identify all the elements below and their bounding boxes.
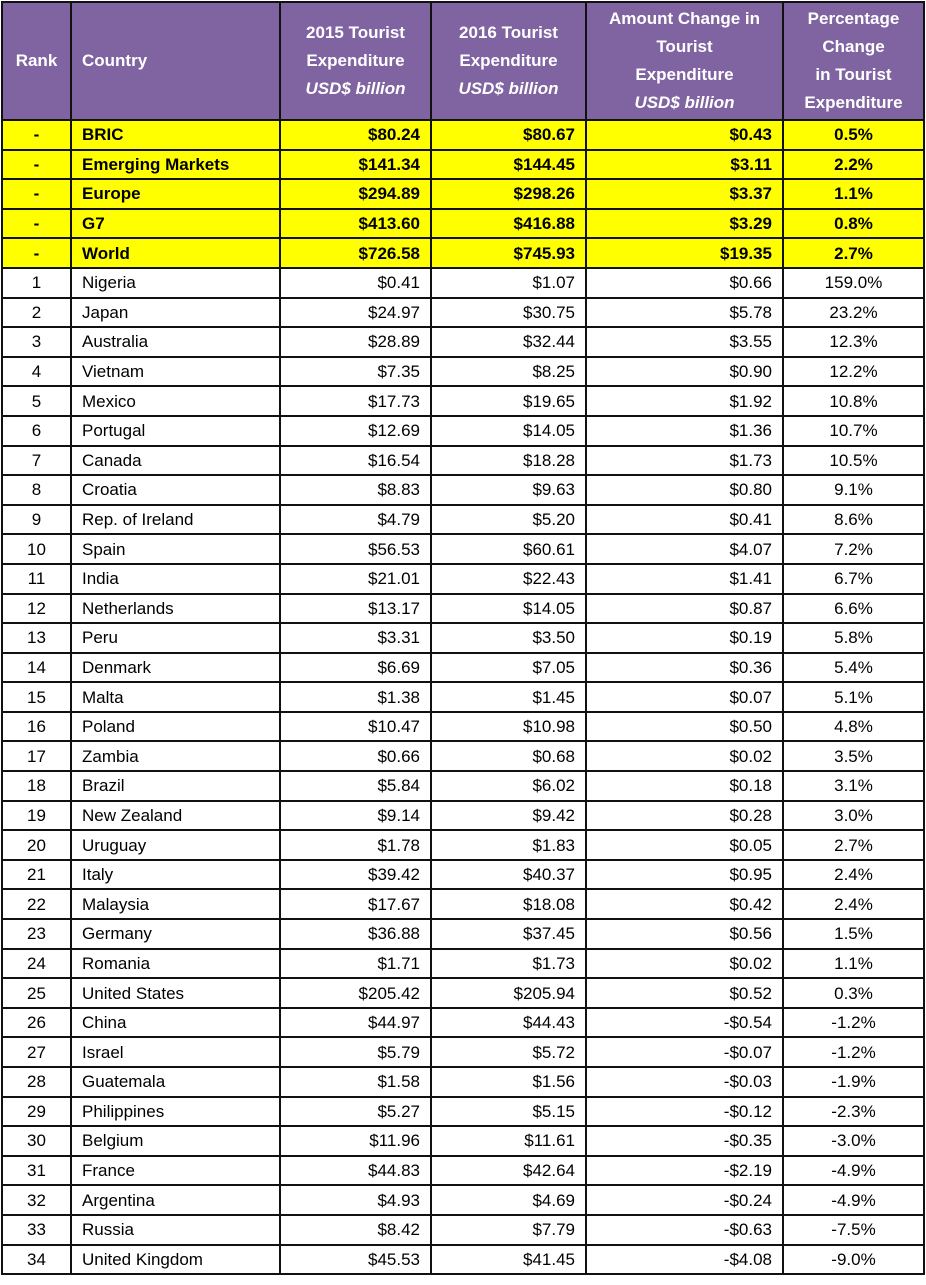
percentage-change-cell: 3.5% xyxy=(783,741,924,771)
expenditure-2015-cell: $9.14 xyxy=(280,801,431,831)
header-percent-line4: Expenditure xyxy=(804,93,903,112)
rank-cell: 22 xyxy=(2,889,71,919)
amount-change-cell: $1.36 xyxy=(586,416,783,446)
country-cell: Croatia xyxy=(71,475,280,505)
amount-change-cell: $1.41 xyxy=(586,564,783,594)
header-2015-line2: Expenditure xyxy=(306,51,405,70)
expenditure-2016-cell: $0.68 xyxy=(431,741,586,771)
table-row xyxy=(2,1067,924,1097)
percentage-change-cell: 6.6% xyxy=(783,594,924,624)
country-cell: China xyxy=(71,1008,280,1038)
amount-change-cell: $0.18 xyxy=(586,771,783,801)
amount-change-cell: $0.66 xyxy=(586,268,783,298)
country-cell: Emerging Markets xyxy=(71,150,280,180)
country-cell: Peru xyxy=(71,623,280,653)
percentage-change-cell: 5.8% xyxy=(783,623,924,653)
country-cell: Brazil xyxy=(71,771,280,801)
percentage-change-cell: 10.5% xyxy=(783,446,924,476)
country-cell: Nigeria xyxy=(71,268,280,298)
percentage-change-cell: 2.4% xyxy=(783,860,924,890)
amount-change-cell: -$0.03 xyxy=(586,1067,783,1097)
expenditure-2015-cell: $6.69 xyxy=(280,653,431,683)
expenditure-2016-cell: $1.07 xyxy=(431,268,586,298)
table-row xyxy=(2,327,924,357)
expenditure-2016-cell: $1.83 xyxy=(431,830,586,860)
table-row xyxy=(2,1245,924,1275)
expenditure-2015-cell: $24.97 xyxy=(280,298,431,328)
amount-change-cell: $0.50 xyxy=(586,712,783,742)
expenditure-2015-cell: $17.67 xyxy=(280,889,431,919)
percentage-change-cell: 0.8% xyxy=(783,209,924,239)
rank-cell: 34 xyxy=(2,1245,71,1275)
table-row xyxy=(2,1156,924,1186)
country-cell: World xyxy=(71,238,280,268)
rank-cell: 7 xyxy=(2,446,71,476)
country-cell: Romania xyxy=(71,949,280,979)
table-row xyxy=(2,741,924,771)
amount-change-cell: $3.55 xyxy=(586,327,783,357)
country-cell: Poland xyxy=(71,712,280,742)
rank-cell: 17 xyxy=(2,741,71,771)
expenditure-2016-cell: $14.05 xyxy=(431,594,586,624)
amount-change-cell: $0.07 xyxy=(586,682,783,712)
country-cell: Uruguay xyxy=(71,830,280,860)
expenditure-2016-cell: $4.69 xyxy=(431,1185,586,1215)
expenditure-2015-cell: $36.88 xyxy=(280,919,431,949)
header-2015-line1: 2015 Tourist xyxy=(306,23,405,42)
percentage-change-cell: 9.1% xyxy=(783,475,924,505)
percentage-change-cell: 3.0% xyxy=(783,801,924,831)
rank-cell: 21 xyxy=(2,860,71,890)
rank-cell: 29 xyxy=(2,1097,71,1127)
table-row xyxy=(2,623,924,653)
amount-change-cell: -$4.08 xyxy=(586,1245,783,1275)
country-cell: Netherlands xyxy=(71,594,280,624)
percentage-change-cell: 12.3% xyxy=(783,327,924,357)
expenditure-2016-cell: $42.64 xyxy=(431,1156,586,1186)
percentage-change-cell: 4.8% xyxy=(783,712,924,742)
percentage-change-cell: 5.1% xyxy=(783,682,924,712)
expenditure-2015-cell: $4.93 xyxy=(280,1185,431,1215)
country-cell: Japan xyxy=(71,298,280,328)
rank-cell: 4 xyxy=(2,357,71,387)
amount-change-cell: $0.95 xyxy=(586,860,783,890)
table-row xyxy=(2,949,924,979)
percentage-change-cell: -1.2% xyxy=(783,1037,924,1067)
rank-cell: 23 xyxy=(2,919,71,949)
amount-change-cell: $0.52 xyxy=(586,978,783,1008)
expenditure-2016-cell: $3.50 xyxy=(431,623,586,653)
header-2015-unit: USD$ billion xyxy=(305,79,406,98)
table-row xyxy=(2,594,924,624)
rank-cell: 24 xyxy=(2,949,71,979)
country-cell: Denmark xyxy=(71,653,280,683)
expenditure-2015-cell: $1.58 xyxy=(280,1067,431,1097)
expenditure-2015-cell: $56.53 xyxy=(280,534,431,564)
expenditure-2016-cell: $5.20 xyxy=(431,505,586,535)
header-percent-line1: Percentage xyxy=(807,9,900,28)
expenditure-2016-cell: $416.88 xyxy=(431,209,586,239)
header-percent-line3: in Tourist xyxy=(815,65,892,84)
country-cell: G7 xyxy=(71,209,280,239)
expenditure-2015-cell: $205.42 xyxy=(280,978,431,1008)
country-cell: Spain xyxy=(71,534,280,564)
table-row xyxy=(2,1215,924,1245)
amount-change-cell: $4.07 xyxy=(586,534,783,564)
expenditure-2016-cell: $1.45 xyxy=(431,682,586,712)
country-cell: BRIC xyxy=(71,120,280,150)
table-row xyxy=(2,801,924,831)
country-cell: United States xyxy=(71,978,280,1008)
table-row xyxy=(2,889,924,919)
header-rank: Rank xyxy=(2,2,71,120)
rank-cell: 12 xyxy=(2,594,71,624)
country-cell: Russia xyxy=(71,1215,280,1245)
amount-change-cell: $0.36 xyxy=(586,653,783,683)
header-amount-line1: Amount Change in xyxy=(608,9,761,28)
header-amount-line2: Tourist xyxy=(656,37,713,56)
percentage-change-cell: -4.9% xyxy=(783,1185,924,1215)
percentage-change-cell: 3.1% xyxy=(783,771,924,801)
amount-change-cell: $19.35 xyxy=(586,238,783,268)
expenditure-2016-cell: $205.94 xyxy=(431,978,586,1008)
expenditure-2015-cell: $0.41 xyxy=(280,268,431,298)
expenditure-2016-cell: $7.79 xyxy=(431,1215,586,1245)
expenditure-2015-cell: $80.24 xyxy=(280,120,431,150)
table-row xyxy=(2,1185,924,1215)
aggregate-row xyxy=(2,120,924,150)
amount-change-cell: $0.02 xyxy=(586,741,783,771)
amount-change-cell: $3.37 xyxy=(586,179,783,209)
table-row xyxy=(2,771,924,801)
country-cell: Italy xyxy=(71,860,280,890)
expenditure-2016-cell: $6.02 xyxy=(431,771,586,801)
amount-change-cell: $0.56 xyxy=(586,919,783,949)
rank-cell: 32 xyxy=(2,1185,71,1215)
table-row xyxy=(2,268,924,298)
expenditure-2015-cell: $13.17 xyxy=(280,594,431,624)
rank-cell: 9 xyxy=(2,505,71,535)
amount-change-cell: -$2.19 xyxy=(586,1156,783,1186)
expenditure-2015-cell: $11.96 xyxy=(280,1126,431,1156)
expenditure-2016-cell: $41.45 xyxy=(431,1245,586,1275)
amount-change-cell: $5.78 xyxy=(586,298,783,328)
rank-cell: 15 xyxy=(2,682,71,712)
rank-cell: 19 xyxy=(2,801,71,831)
table-body xyxy=(2,120,924,1274)
rank-cell: 1 xyxy=(2,268,71,298)
expenditure-2015-cell: $0.66 xyxy=(280,741,431,771)
expenditure-2016-cell: $37.45 xyxy=(431,919,586,949)
rank-cell: 6 xyxy=(2,416,71,446)
country-cell: Malaysia xyxy=(71,889,280,919)
expenditure-2016-cell: $9.42 xyxy=(431,801,586,831)
country-cell: Argentina xyxy=(71,1185,280,1215)
country-cell: Europe xyxy=(71,179,280,209)
expenditure-2015-cell: $5.27 xyxy=(280,1097,431,1127)
table-row xyxy=(2,1126,924,1156)
percentage-change-cell: 2.7% xyxy=(783,238,924,268)
table-row xyxy=(2,505,924,535)
amount-change-cell: $0.90 xyxy=(586,357,783,387)
expenditure-2016-cell: $11.61 xyxy=(431,1126,586,1156)
expenditure-2015-cell: $3.31 xyxy=(280,623,431,653)
country-cell: Mexico xyxy=(71,386,280,416)
country-cell: Australia xyxy=(71,327,280,357)
rank-cell: 2 xyxy=(2,298,71,328)
percentage-change-cell: 5.4% xyxy=(783,653,924,683)
expenditure-2015-cell: $1.38 xyxy=(280,682,431,712)
amount-change-cell: $0.05 xyxy=(586,830,783,860)
percentage-change-cell: 159.0% xyxy=(783,268,924,298)
table-row xyxy=(2,416,924,446)
expenditure-2016-cell: $19.65 xyxy=(431,386,586,416)
percentage-change-cell: -7.5% xyxy=(783,1215,924,1245)
rank-cell: 5 xyxy=(2,386,71,416)
expenditure-2016-cell: $22.43 xyxy=(431,564,586,594)
amount-change-cell: -$0.12 xyxy=(586,1097,783,1127)
expenditure-2016-cell: $18.28 xyxy=(431,446,586,476)
header-2016-line1: 2016 Tourist xyxy=(459,23,558,42)
expenditure-2015-cell: $1.71 xyxy=(280,949,431,979)
rank-cell: 3 xyxy=(2,327,71,357)
expenditure-2016-cell: $1.56 xyxy=(431,1067,586,1097)
amount-change-cell: -$0.54 xyxy=(586,1008,783,1038)
expenditure-2016-cell: $1.73 xyxy=(431,949,586,979)
percentage-change-cell: 2.7% xyxy=(783,830,924,860)
aggregate-row xyxy=(2,209,924,239)
rank-cell: 11 xyxy=(2,564,71,594)
expenditure-2015-cell: $1.78 xyxy=(280,830,431,860)
expenditure-2015-cell: $44.97 xyxy=(280,1008,431,1038)
header-2016-line2: Expenditure xyxy=(459,51,558,70)
aggregate-row xyxy=(2,238,924,268)
rank-cell: 16 xyxy=(2,712,71,742)
country-cell: United Kingdom xyxy=(71,1245,280,1275)
country-cell: Guatemala xyxy=(71,1067,280,1097)
country-cell: Malta xyxy=(71,682,280,712)
rank-cell: - xyxy=(2,150,71,180)
percentage-change-cell: -3.0% xyxy=(783,1126,924,1156)
country-cell: Rep. of Ireland xyxy=(71,505,280,535)
amount-change-cell: $0.43 xyxy=(586,120,783,150)
expenditure-2015-cell: $45.53 xyxy=(280,1245,431,1275)
table-row xyxy=(2,919,924,949)
table-row xyxy=(2,1008,924,1038)
country-cell: Zambia xyxy=(71,741,280,771)
expenditure-2015-cell: $5.79 xyxy=(280,1037,431,1067)
rank-cell: - xyxy=(2,120,71,150)
rank-cell: 27 xyxy=(2,1037,71,1067)
expenditure-2015-cell: $7.35 xyxy=(280,357,431,387)
country-cell: India xyxy=(71,564,280,594)
aggregate-row xyxy=(2,150,924,180)
amount-change-cell: $0.87 xyxy=(586,594,783,624)
amount-change-cell: -$0.35 xyxy=(586,1126,783,1156)
percentage-change-cell: -2.3% xyxy=(783,1097,924,1127)
percentage-change-cell: 10.7% xyxy=(783,416,924,446)
table-row xyxy=(2,682,924,712)
percentage-change-cell: 8.6% xyxy=(783,505,924,535)
table-row xyxy=(2,712,924,742)
table-row xyxy=(2,298,924,328)
percentage-change-cell: 0.5% xyxy=(783,120,924,150)
percentage-change-cell: -1.9% xyxy=(783,1067,924,1097)
amount-change-cell: $0.19 xyxy=(586,623,783,653)
percentage-change-cell: 2.2% xyxy=(783,150,924,180)
table-row xyxy=(2,534,924,564)
country-cell: France xyxy=(71,1156,280,1186)
amount-change-cell: $3.29 xyxy=(586,209,783,239)
country-cell: New Zealand xyxy=(71,801,280,831)
country-cell: Vietnam xyxy=(71,357,280,387)
percentage-change-cell: 0.3% xyxy=(783,978,924,1008)
expenditure-2015-cell: $10.47 xyxy=(280,712,431,742)
percentage-change-cell: 12.2% xyxy=(783,357,924,387)
rank-cell: 30 xyxy=(2,1126,71,1156)
header-2016-unit: USD$ billion xyxy=(458,79,559,98)
rank-cell: 13 xyxy=(2,623,71,653)
expenditure-2016-cell: $9.63 xyxy=(431,475,586,505)
percentage-change-cell: 2.4% xyxy=(783,889,924,919)
expenditure-2015-cell: $413.60 xyxy=(280,209,431,239)
header-row xyxy=(2,2,924,120)
rank-cell: - xyxy=(2,209,71,239)
header-amount-unit: USD$ billion xyxy=(634,93,735,112)
rank-cell: 26 xyxy=(2,1008,71,1038)
country-cell: Germany xyxy=(71,919,280,949)
amount-change-cell: $0.42 xyxy=(586,889,783,919)
rank-cell: - xyxy=(2,179,71,209)
percentage-change-cell: -9.0% xyxy=(783,1245,924,1275)
expenditure-2016-cell: $10.98 xyxy=(431,712,586,742)
expenditure-2016-cell: $44.43 xyxy=(431,1008,586,1038)
amount-change-cell: $1.73 xyxy=(586,446,783,476)
expenditure-2015-cell: $39.42 xyxy=(280,860,431,890)
percentage-change-cell: -4.9% xyxy=(783,1156,924,1186)
percentage-change-cell: -1.2% xyxy=(783,1008,924,1038)
expenditure-2015-cell: $8.42 xyxy=(280,1215,431,1245)
expenditure-2016-cell: $8.25 xyxy=(431,357,586,387)
header-percentage-change xyxy=(783,2,924,120)
percentage-change-cell: 1.5% xyxy=(783,919,924,949)
expenditure-2016-cell: $745.93 xyxy=(431,238,586,268)
aggregate-row xyxy=(2,179,924,209)
rank-cell: 28 xyxy=(2,1067,71,1097)
expenditure-2015-cell: $16.54 xyxy=(280,446,431,476)
amount-change-cell: -$0.07 xyxy=(586,1037,783,1067)
percentage-change-cell: 10.8% xyxy=(783,386,924,416)
expenditure-2016-cell: $298.26 xyxy=(431,179,586,209)
country-cell: Portugal xyxy=(71,416,280,446)
table-row xyxy=(2,357,924,387)
table-row xyxy=(2,978,924,1008)
expenditure-2016-cell: $32.44 xyxy=(431,327,586,357)
country-cell: Belgium xyxy=(71,1126,280,1156)
rank-cell: 33 xyxy=(2,1215,71,1245)
expenditure-2016-cell: $5.72 xyxy=(431,1037,586,1067)
header-amount-change xyxy=(586,2,783,120)
rank-cell: - xyxy=(2,238,71,268)
tourist-expenditure-table xyxy=(1,1,925,1275)
country-cell: Philippines xyxy=(71,1097,280,1127)
table-row xyxy=(2,564,924,594)
country-cell: Canada xyxy=(71,446,280,476)
table-row xyxy=(2,860,924,890)
table-row xyxy=(2,475,924,505)
header-amount-line3: Expenditure xyxy=(635,65,734,84)
table-row xyxy=(2,446,924,476)
expenditure-2015-cell: $141.34 xyxy=(280,150,431,180)
table-row xyxy=(2,386,924,416)
expenditure-2015-cell: $8.83 xyxy=(280,475,431,505)
table-row xyxy=(2,1097,924,1127)
expenditure-2015-cell: $726.58 xyxy=(280,238,431,268)
expenditure-2015-cell: $294.89 xyxy=(280,179,431,209)
percentage-change-cell: 1.1% xyxy=(783,179,924,209)
rank-cell: 31 xyxy=(2,1156,71,1186)
amount-change-cell: -$0.63 xyxy=(586,1215,783,1245)
expenditure-2015-cell: $21.01 xyxy=(280,564,431,594)
amount-change-cell: $3.11 xyxy=(586,150,783,180)
amount-change-cell: $0.28 xyxy=(586,801,783,831)
expenditure-2016-cell: $18.08 xyxy=(431,889,586,919)
header-2015-expenditure xyxy=(280,2,431,120)
expenditure-2015-cell: $12.69 xyxy=(280,416,431,446)
header-country: Country xyxy=(71,2,280,120)
rank-cell: 18 xyxy=(2,771,71,801)
header-2016-expenditure xyxy=(431,2,586,120)
rank-cell: 14 xyxy=(2,653,71,683)
table-row xyxy=(2,653,924,683)
expenditure-2016-cell: $60.61 xyxy=(431,534,586,564)
expenditure-2015-cell: $44.83 xyxy=(280,1156,431,1186)
amount-change-cell: $0.80 xyxy=(586,475,783,505)
amount-change-cell: $0.41 xyxy=(586,505,783,535)
expenditure-2016-cell: $30.75 xyxy=(431,298,586,328)
rank-cell: 8 xyxy=(2,475,71,505)
expenditure-2015-cell: $17.73 xyxy=(280,386,431,416)
amount-change-cell: $1.92 xyxy=(586,386,783,416)
expenditure-2016-cell: $80.67 xyxy=(431,120,586,150)
expenditure-2015-cell: $4.79 xyxy=(280,505,431,535)
header-percent-line2: Change xyxy=(822,37,885,56)
percentage-change-cell: 7.2% xyxy=(783,534,924,564)
percentage-change-cell: 6.7% xyxy=(783,564,924,594)
percentage-change-cell: 23.2% xyxy=(783,298,924,328)
percentage-change-cell: 1.1% xyxy=(783,949,924,979)
expenditure-2016-cell: $5.15 xyxy=(431,1097,586,1127)
rank-cell: 20 xyxy=(2,830,71,860)
rank-cell: 10 xyxy=(2,534,71,564)
expenditure-2015-cell: $5.84 xyxy=(280,771,431,801)
country-cell: Israel xyxy=(71,1037,280,1067)
expenditure-2015-cell: $28.89 xyxy=(280,327,431,357)
expenditure-2016-cell: $7.05 xyxy=(431,653,586,683)
rank-cell: 25 xyxy=(2,978,71,1008)
amount-change-cell: $0.02 xyxy=(586,949,783,979)
expenditure-2016-cell: $14.05 xyxy=(431,416,586,446)
expenditure-2016-cell: $144.45 xyxy=(431,150,586,180)
table-row xyxy=(2,830,924,860)
table-row xyxy=(2,1037,924,1067)
amount-change-cell: -$0.24 xyxy=(586,1185,783,1215)
expenditure-2016-cell: $40.37 xyxy=(431,860,586,890)
